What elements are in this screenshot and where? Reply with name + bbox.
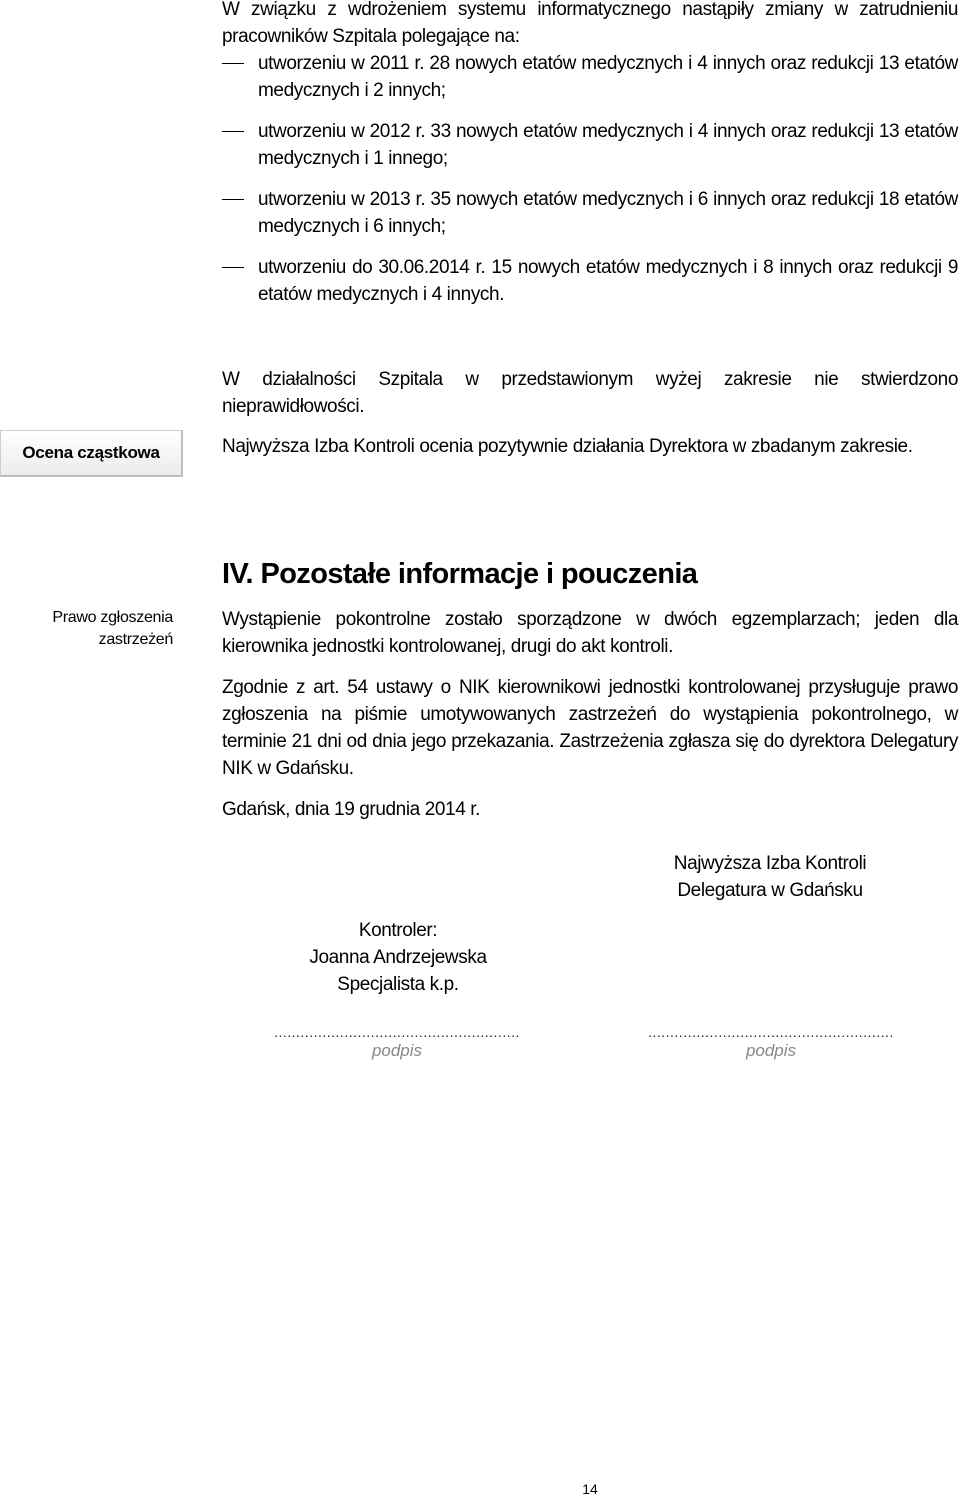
- dash-bullet-icon: [222, 131, 244, 132]
- organization-block: Najwyższa Izba Kontroli Delegatura w Gdańsku: [673, 853, 867, 901]
- intro-paragraph: W związku z wdrożeniem systemu informatycznego nastąpiły zmiany w zatrudnieniu pracowników Szpitala polegające na:: [222, 0, 958, 47]
- assessment-paragraph-1: W działalności Szpitala w przedstawionym wyżej zakresie nie stwierdzono nieprawidłowości.: [222, 369, 958, 417]
- list-item: utworzeniu w 2013 r. 35 nowych etatów medycznych i 6 innych oraz redukcji 18 etatów medycznych i 6 innych;: [222, 186, 958, 240]
- side-label-objections: Prawo zgłoszenia zastrzeżeń: [52, 609, 173, 648]
- staffing-changes-list: [222, 50, 958, 322]
- copies-paragraph: Wystąpienie pokontrolne zostało sporządzone w dwóch egzemplarzach; jeden dla kierownika jednostki kontrolowanej, drugi do akt kontroli.: [222, 609, 958, 657]
- page-number: 14: [582, 1481, 598, 1497]
- list-item: utworzeniu w 2012 r. 33 nowych etatów medycznych i 4 innych oraz redukcji 13 etatów medycznych i 1 innego;: [222, 118, 958, 172]
- dash-bullet-icon: [222, 267, 244, 268]
- signature-line-inspector: ........................................................ podpis: [274, 1024, 520, 1060]
- inspector-block: Kontroler: Joanna Andrzejewska Specjalista k.p.: [309, 920, 487, 995]
- list-item: utworzeniu w 2011 r. 28 nowych etatów medycznych i 4 innych oraz redukcji 13 etatów medycznych i 2 innych;: [222, 50, 958, 104]
- list-item: utworzeniu do 30.06.2014 r. 15 nowych etatów medycznych i 8 innych oraz redukcji 9 etatów medycznych i 4 innych.: [222, 254, 958, 308]
- partial-assessment-box: Ocena cząstkowa: [0, 430, 183, 477]
- signature-line-organization: ........................................................ podpis: [648, 1024, 894, 1060]
- section-title: IV. Pozostałe informacje i pouczenia: [222, 558, 698, 590]
- objections-paragraph: Zgodnie z art. 54 ustawy o NIK kierownikowi jednostki kontrolowanej przysługuje prawo zgłoszenia na piśmie umotywowanych zastrzeżeń do wystąpienia pokontrolnego, w terminie 21 dni od dnia jego przekazania. Zastrzeżenia zgłasza się do dyrektora Delegatury NIK w Gdańsku.: [222, 677, 958, 779]
- dash-bullet-icon: [222, 199, 244, 200]
- assessment-paragraph-2: Najwyższa Izba Kontroli ocenia pozytywnie działania Dyrektora w zbadanym zakresie.: [222, 436, 913, 457]
- date-place: Gdańsk, dnia 19 grudnia 2014 r.: [222, 799, 481, 820]
- dash-bullet-icon: [222, 63, 244, 64]
